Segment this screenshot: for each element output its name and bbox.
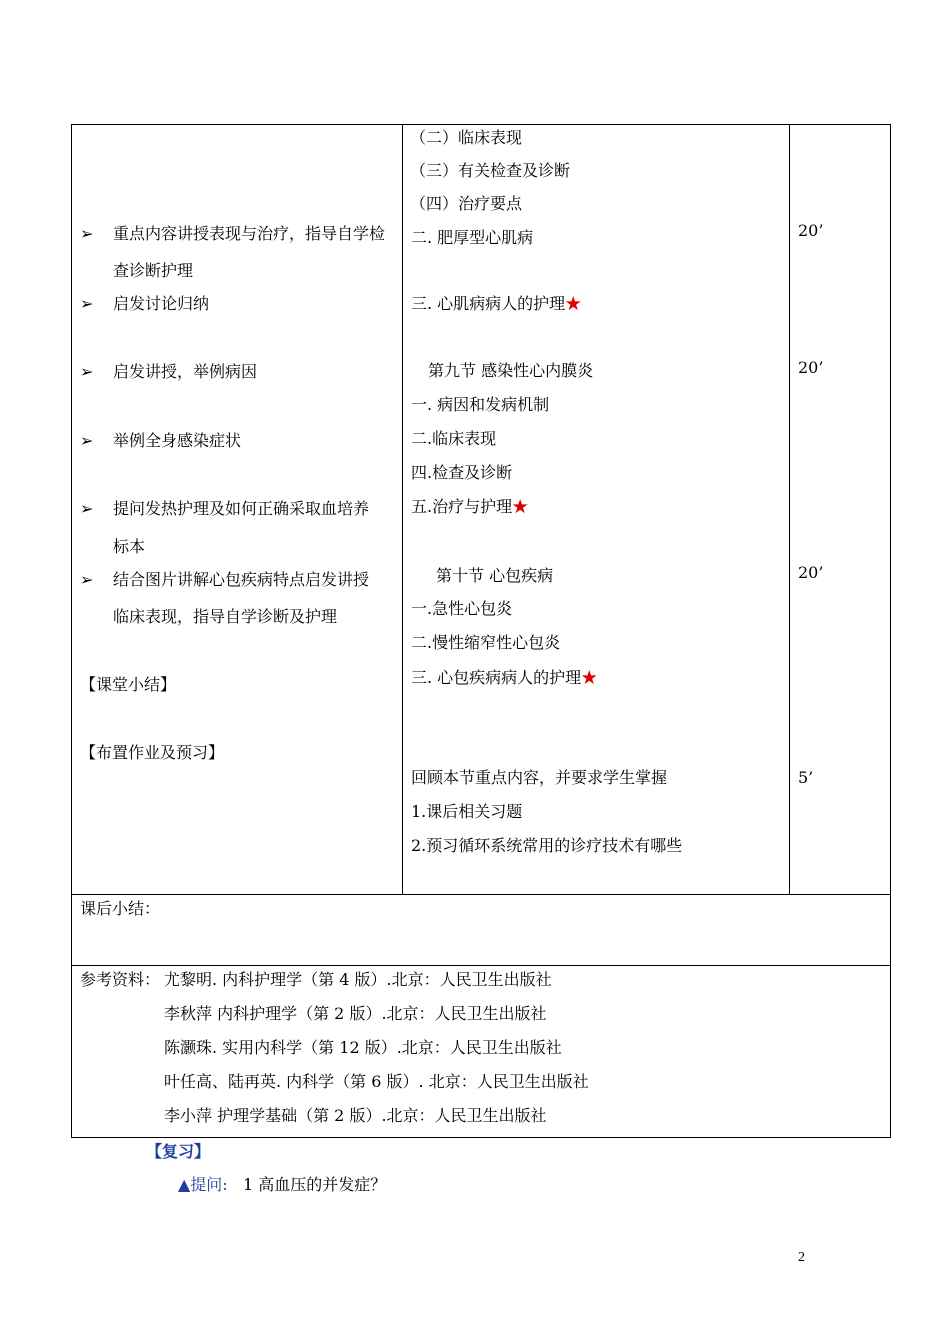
table-border-left <box>71 124 72 1138</box>
content-line: 2.预习循环系统常用的诊疗技术有哪些 <box>411 836 683 855</box>
class-summary-label: 【课堂小结】 <box>80 675 177 694</box>
content-line: 一.急性心包炎 <box>411 599 513 618</box>
star-icon: ★ <box>512 497 529 516</box>
reference-entry: 陈灏珠. 实用内科学（第 12 版）.北京：人民卫生出版社 <box>164 1038 562 1057</box>
reference-entry: 叶任高、陆再英. 内科学（第 6 版）. 北京：人民卫生出版社 <box>164 1072 589 1091</box>
review-question: 1 高血压的并发症？ <box>243 1175 387 1194</box>
bullet-arrow-icon: ➢ <box>80 362 94 381</box>
table-border-bottom <box>71 1137 891 1138</box>
references-label: 参考资料： <box>80 970 161 989</box>
content-line: 回顾本节重点内容，并要求学生掌握 <box>411 768 668 787</box>
method-text: 提问发热护理及如何正确采取血培养 <box>113 499 370 518</box>
method-text: 结合图片讲解心包疾病特点启发讲授 <box>113 570 370 589</box>
content-line: （二）临床表现 <box>410 128 523 147</box>
bullet-arrow-icon: ➢ <box>80 570 94 589</box>
time-allocation: 20’ <box>798 563 824 582</box>
content-line: 二.临床表现 <box>411 429 497 448</box>
method-text: 重点内容讲授表现与治疗，指导自学检 <box>113 224 386 243</box>
time-allocation: 20’ <box>798 221 824 240</box>
table-border-top <box>71 124 891 125</box>
row-divider-references <box>71 965 891 966</box>
bullet-arrow-icon: ➢ <box>80 499 94 518</box>
bullet-arrow-icon: ➢ <box>80 431 94 450</box>
reference-entry: 李秋萍 内科护理学（第 2 版）.北京：人民卫生出版社 <box>164 1004 547 1023</box>
content-line: （三）有关检查及诊断 <box>410 161 571 180</box>
method-text: 举例全身感染症状 <box>113 431 242 450</box>
content-line: （四）治疗要点 <box>410 194 523 213</box>
content-line: 四.检查及诊断 <box>411 463 513 482</box>
column-divider-2 <box>789 124 790 895</box>
method-text: 查诊断护理 <box>113 261 194 280</box>
content-line: 三. 心包疾病病人的护理★ <box>411 668 598 687</box>
content-line: 二.慢性缩窄性心包炎 <box>411 633 561 652</box>
table-border-right <box>890 124 891 1138</box>
bullet-arrow-icon: ➢ <box>80 294 94 313</box>
star-icon: ★ <box>581 668 598 687</box>
review-heading: 【复习】 <box>146 1142 211 1161</box>
homework-label: 【布置作业及预习】 <box>80 743 225 762</box>
question-marker: ▲提问: <box>178 1175 228 1194</box>
content-line: 三. 心肌病病人的护理★ <box>411 294 582 313</box>
method-text: 启发讲授，举例病因 <box>113 362 258 381</box>
after-class-summary-label: 课后小结： <box>80 899 161 918</box>
star-icon: ★ <box>565 294 582 313</box>
section-heading: 第十节 心包疾病 <box>436 566 554 585</box>
row-divider-after-class <box>71 894 891 895</box>
content-line: 一. 病因和发病机制 <box>411 395 550 414</box>
method-text: 临床表现，指导自学诊断及护理 <box>113 607 338 626</box>
column-divider-1 <box>402 124 403 895</box>
bullet-arrow-icon: ➢ <box>80 224 94 243</box>
content-line: 五.治疗与护理★ <box>411 497 529 516</box>
method-text: 启发讨论归纳 <box>113 294 210 313</box>
content-line: 二. 肥厚型心肌病 <box>411 228 534 247</box>
section-heading: 第九节 感染性心内膜炎 <box>428 361 594 380</box>
time-allocation: 5’ <box>798 768 814 787</box>
reference-entry: 尤黎明. 内科护理学（第 4 版）.北京：人民卫生出版社 <box>164 970 552 989</box>
time-allocation: 20’ <box>798 358 824 377</box>
reference-entry: 李小萍 护理学基础（第 2 版）.北京：人民卫生出版社 <box>164 1106 547 1125</box>
method-text: 标本 <box>113 537 146 556</box>
content-line: 1.课后相关习题 <box>411 802 523 821</box>
page-number: 2 <box>798 1250 805 1265</box>
